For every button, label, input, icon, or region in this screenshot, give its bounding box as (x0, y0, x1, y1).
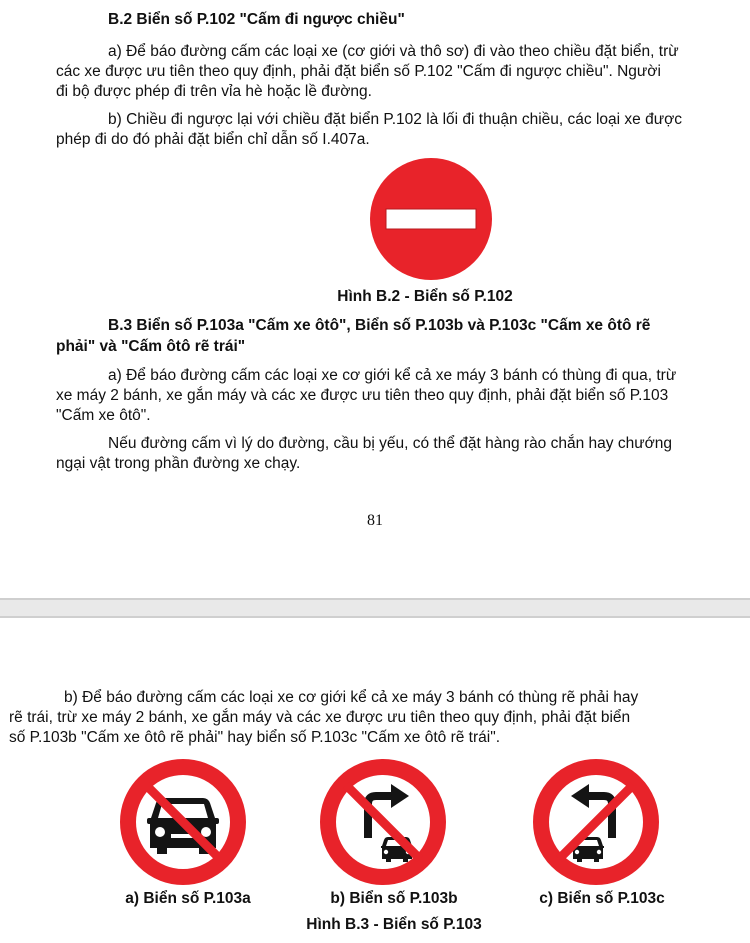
b3-para-b-line2: rẽ trái, trừ xe máy 2 bánh, xe gắn máy và các xe được ưu tiên theo quy định, phải đặt biển (9, 709, 631, 726)
b3-para-a-line3: "Cấm xe ôtô". (56, 407, 151, 424)
page-82 (0, 618, 750, 943)
figure-b2-caption: Hình B.2 - Biển số P.102 (337, 288, 513, 305)
b2-para-a-line3: đi bộ được phép đi trên vỉa hè hoặc lề đường. (56, 83, 372, 100)
section-b3-heading-line1: B.3 Biển số P.103a "Cấm xe ôtô", Biển số P.103b và P.103c "Cấm xe ôtô rẽ (108, 317, 651, 334)
no-right-turn-cars-sign-p103b (319, 758, 447, 886)
sign-label-p103c: c) Biển số P.103c (539, 890, 665, 907)
b2-para-a-line2: các xe được ưu tiên theo quy định, phải đặt biển số P.102 "Cấm đi ngược chiều". Người (56, 63, 661, 80)
b2-para-b-line2: phép đi do đó phải đặt biển chỉ dẫn số I.407a. (56, 131, 370, 148)
b3-note-line1: Nếu đường cấm vì lý do đường, cầu bị yếu, có thể đặt hàng rào chắn hay chướng (108, 435, 672, 452)
section-b3-heading-line2: phải" và "Cấm ôtô rẽ trái" (56, 338, 246, 355)
no-left-turn-cars-sign-p103c (532, 758, 660, 886)
b2-para-b-line1: b) Chiều đi ngược lại với chiều đặt biển P.102 là lối đi thuận chiều, các loại xe được (108, 111, 682, 128)
b3-para-a-line1: a) Để báo đường cấm các loại xe cơ giới kể cả xe máy 3 bánh có thùng đi qua, trừ (108, 367, 677, 384)
figure-b3-caption: Hình B.3 - Biển số P.103 (306, 916, 482, 933)
b2-para-a-line1: a) Để báo đường cấm các loại xe (cơ giới và thô sơ) đi vào theo chiều đặt biển, trừ (108, 43, 679, 60)
b3-para-b-line1: b) Để báo đường cấm các loại xe cơ giới kể cả xe máy 3 bánh có thùng rẽ phải hay (64, 689, 639, 706)
sign-label-p103b: b) Biển số P.103b (330, 890, 458, 907)
page-separator (0, 598, 750, 618)
section-b2-heading: B.2 Biển số P.102 "Cấm đi ngược chiều" (108, 11, 405, 28)
b3-note-line2: ngại vật trong phần đường xe chạy. (56, 455, 301, 472)
no-cars-sign-p103a (119, 758, 247, 886)
no-entry-sign-p102 (369, 157, 493, 281)
sign-label-p103a: a) Biển số P.103a (125, 890, 251, 907)
no-entry-sign-bar (386, 209, 476, 229)
page-number: 81 (367, 512, 383, 529)
b3-para-a-line2: xe máy 2 bánh, xe gắn máy và các xe được ưu tiên theo quy định, phải đặt biển số P.103 (56, 387, 669, 404)
b3-para-b-line3: số P.103b "Cấm xe ôtô rẽ phải" hay biển số P.103c "Cấm xe ôtô rẽ trái". (9, 729, 501, 746)
